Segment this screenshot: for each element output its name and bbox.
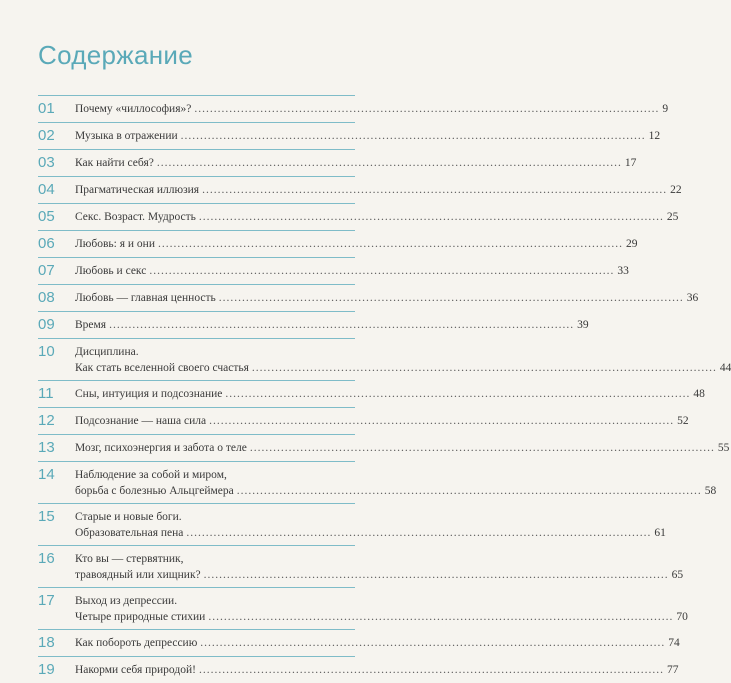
page-number: 44 bbox=[719, 361, 731, 374]
dot-leader: ........................................................................................................................ bbox=[149, 265, 615, 277]
chapter-number: 19 bbox=[38, 661, 55, 678]
chapter-entry bbox=[75, 546, 684, 583]
chapter-number: 11 bbox=[38, 385, 54, 402]
table-of-contents bbox=[38, 95, 731, 683]
page-number: 33 bbox=[617, 265, 629, 277]
toc-row bbox=[38, 284, 699, 311]
dot-leader: ........................................................................................................................ bbox=[198, 211, 664, 223]
page-number: 55 bbox=[717, 442, 730, 454]
chapter-title-line: Музыка в отражении bbox=[75, 130, 178, 142]
page-number: 39 bbox=[577, 319, 589, 331]
chapter-entry bbox=[75, 258, 629, 280]
toc-row bbox=[38, 407, 689, 434]
dot-leader: ........................................................................................................................ bbox=[194, 103, 660, 115]
chapter-title-line: Четыре природные стихии bbox=[75, 610, 206, 623]
dot-leader: ........................................................................................................................ bbox=[249, 442, 715, 454]
chapter-title-line: Как найти себя? bbox=[75, 157, 154, 169]
chapter-number: 04 bbox=[38, 181, 55, 198]
toc-row bbox=[38, 656, 679, 683]
dot-leader: ........................................................................................................................ bbox=[109, 319, 575, 331]
page-number: 65 bbox=[671, 568, 684, 581]
dot-leader: ........................................................................................................................ bbox=[156, 157, 622, 169]
page-number: 22 bbox=[670, 184, 682, 196]
toc-row bbox=[38, 149, 637, 176]
chapter-entry bbox=[75, 435, 730, 457]
chapter-title-line: Мозг, психоэнергия и забота о теле bbox=[75, 442, 247, 454]
chapter-title-line: Прагматическая иллюзия bbox=[75, 184, 200, 196]
chapter-title-line: Как побороть депрессию bbox=[75, 637, 198, 649]
toc-row bbox=[38, 380, 705, 407]
chapter-number: 13 bbox=[38, 439, 55, 456]
dot-leader: ........................................................................................................................ bbox=[208, 610, 674, 623]
chapter-entry bbox=[75, 96, 669, 118]
chapter-title-line: Время bbox=[75, 319, 107, 331]
page-number: 70 bbox=[676, 610, 688, 623]
chapter-number: 15 bbox=[38, 508, 55, 525]
chapter-entry bbox=[75, 657, 679, 679]
toc-row bbox=[38, 503, 666, 545]
toc-row bbox=[38, 629, 680, 656]
chapter-title-line: Подсознание — наша сила bbox=[75, 415, 207, 427]
page-number: 58 bbox=[704, 484, 717, 497]
chapter-title-line: Накорми себя природой! bbox=[75, 664, 196, 676]
chapter-number: 08 bbox=[38, 289, 55, 306]
page-number: 12 bbox=[648, 130, 661, 142]
dot-leader: ........................................................................................................................ bbox=[203, 568, 669, 581]
toc-row bbox=[38, 122, 661, 149]
page-number: 48 bbox=[693, 388, 705, 400]
chapter-number: 02 bbox=[38, 127, 55, 144]
chapter-entry bbox=[75, 285, 699, 307]
chapter-title-line: Образовательная пена bbox=[75, 526, 184, 539]
chapter-number: 16 bbox=[38, 550, 55, 567]
dot-leader: ........................................................................................................................ bbox=[158, 238, 623, 250]
page-number: 25 bbox=[666, 211, 679, 223]
chapter-number: 10 bbox=[38, 343, 55, 360]
chapter-entry bbox=[75, 504, 666, 541]
chapter-entry bbox=[75, 588, 688, 625]
toc-row bbox=[38, 203, 679, 230]
chapter-title-line: Сны, интуиция и подсознание bbox=[75, 388, 223, 400]
chapter-entry bbox=[75, 381, 705, 403]
toc-row bbox=[38, 545, 684, 587]
chapter-entry bbox=[75, 630, 680, 652]
page-number: 52 bbox=[677, 415, 689, 427]
chapter-title-line: Почему «чиллософия»? bbox=[75, 103, 192, 115]
page-number: 17 bbox=[624, 157, 637, 169]
chapter-title-line: Старые и новые боги. bbox=[75, 511, 182, 523]
chapter-number: 17 bbox=[38, 592, 55, 609]
chapter-title-line: Любовь: я и они bbox=[75, 238, 155, 250]
toc-row bbox=[38, 311, 589, 338]
page-number: 61 bbox=[654, 526, 666, 539]
chapter-title-line: Дисциплина. bbox=[75, 346, 139, 358]
toc-row bbox=[38, 257, 629, 284]
dot-leader: ........................................................................................................................ bbox=[202, 184, 668, 196]
chapter-title-line: Любовь — главная ценность bbox=[75, 292, 216, 304]
chapter-number: 12 bbox=[38, 412, 55, 429]
toc-row bbox=[38, 95, 669, 122]
dot-leader: ........................................................................................................................ bbox=[200, 637, 666, 649]
toc-row bbox=[38, 230, 638, 257]
page-number: 74 bbox=[668, 637, 680, 649]
chapter-entry bbox=[75, 339, 731, 376]
chapter-number: 14 bbox=[38, 466, 55, 483]
chapter-title-line: Секс. Возраст. Мудрость bbox=[75, 211, 196, 223]
page-number: 36 bbox=[686, 292, 699, 304]
chapter-entry bbox=[75, 231, 638, 253]
dot-leader: ........................................................................................................................ bbox=[251, 361, 717, 374]
toc-row bbox=[38, 434, 730, 461]
chapter-entry bbox=[75, 408, 689, 430]
chapter-number: 03 bbox=[38, 154, 55, 171]
chapter-entry bbox=[75, 150, 637, 172]
chapter-title-line: борьба с болезнью Альцгеймера bbox=[75, 484, 234, 497]
chapter-entry bbox=[75, 123, 661, 145]
dot-leader: ........................................................................................................................ bbox=[236, 484, 702, 497]
page-number: 29 bbox=[626, 238, 638, 250]
chapter-entry bbox=[75, 312, 589, 334]
chapter-number: 09 bbox=[38, 316, 55, 333]
chapter-number: 01 bbox=[38, 100, 55, 117]
page-number: 9 bbox=[662, 103, 669, 115]
dot-leader: ........................................................................................................................ bbox=[198, 664, 664, 676]
chapter-number: 18 bbox=[38, 634, 55, 651]
chapter-title-line: Кто вы — стервятник, bbox=[75, 553, 184, 565]
toc-row bbox=[38, 587, 688, 629]
chapter-entry bbox=[75, 177, 682, 199]
chapter-number: 07 bbox=[38, 262, 55, 279]
dot-leader: ........................................................................................................................ bbox=[218, 292, 684, 304]
chapter-number: 05 bbox=[38, 208, 55, 225]
chapter-title-line: Любовь и секс bbox=[75, 265, 147, 277]
chapter-title-line: Как стать вселенной своего счастья bbox=[75, 361, 249, 374]
toc-row bbox=[38, 176, 682, 203]
page-number: 77 bbox=[666, 664, 679, 676]
toc-row bbox=[38, 461, 717, 503]
toc-row bbox=[38, 338, 731, 380]
chapter-entry bbox=[75, 462, 717, 499]
chapter-title-line: Выход из депрессии. bbox=[75, 595, 178, 607]
chapter-title-line: Наблюдение за собой и миром, bbox=[75, 469, 227, 481]
chapter-entry bbox=[75, 204, 679, 226]
dot-leader: ........................................................................................................................ bbox=[209, 415, 675, 427]
dot-leader: ........................................................................................................................ bbox=[186, 526, 652, 539]
dot-leader: ........................................................................................................................ bbox=[180, 130, 646, 142]
dot-leader: ........................................................................................................................ bbox=[225, 388, 691, 400]
chapter-number: 06 bbox=[38, 235, 55, 252]
page-title: Содержание bbox=[38, 40, 193, 70]
chapter-title-line: травоядный или хищник? bbox=[75, 568, 201, 581]
